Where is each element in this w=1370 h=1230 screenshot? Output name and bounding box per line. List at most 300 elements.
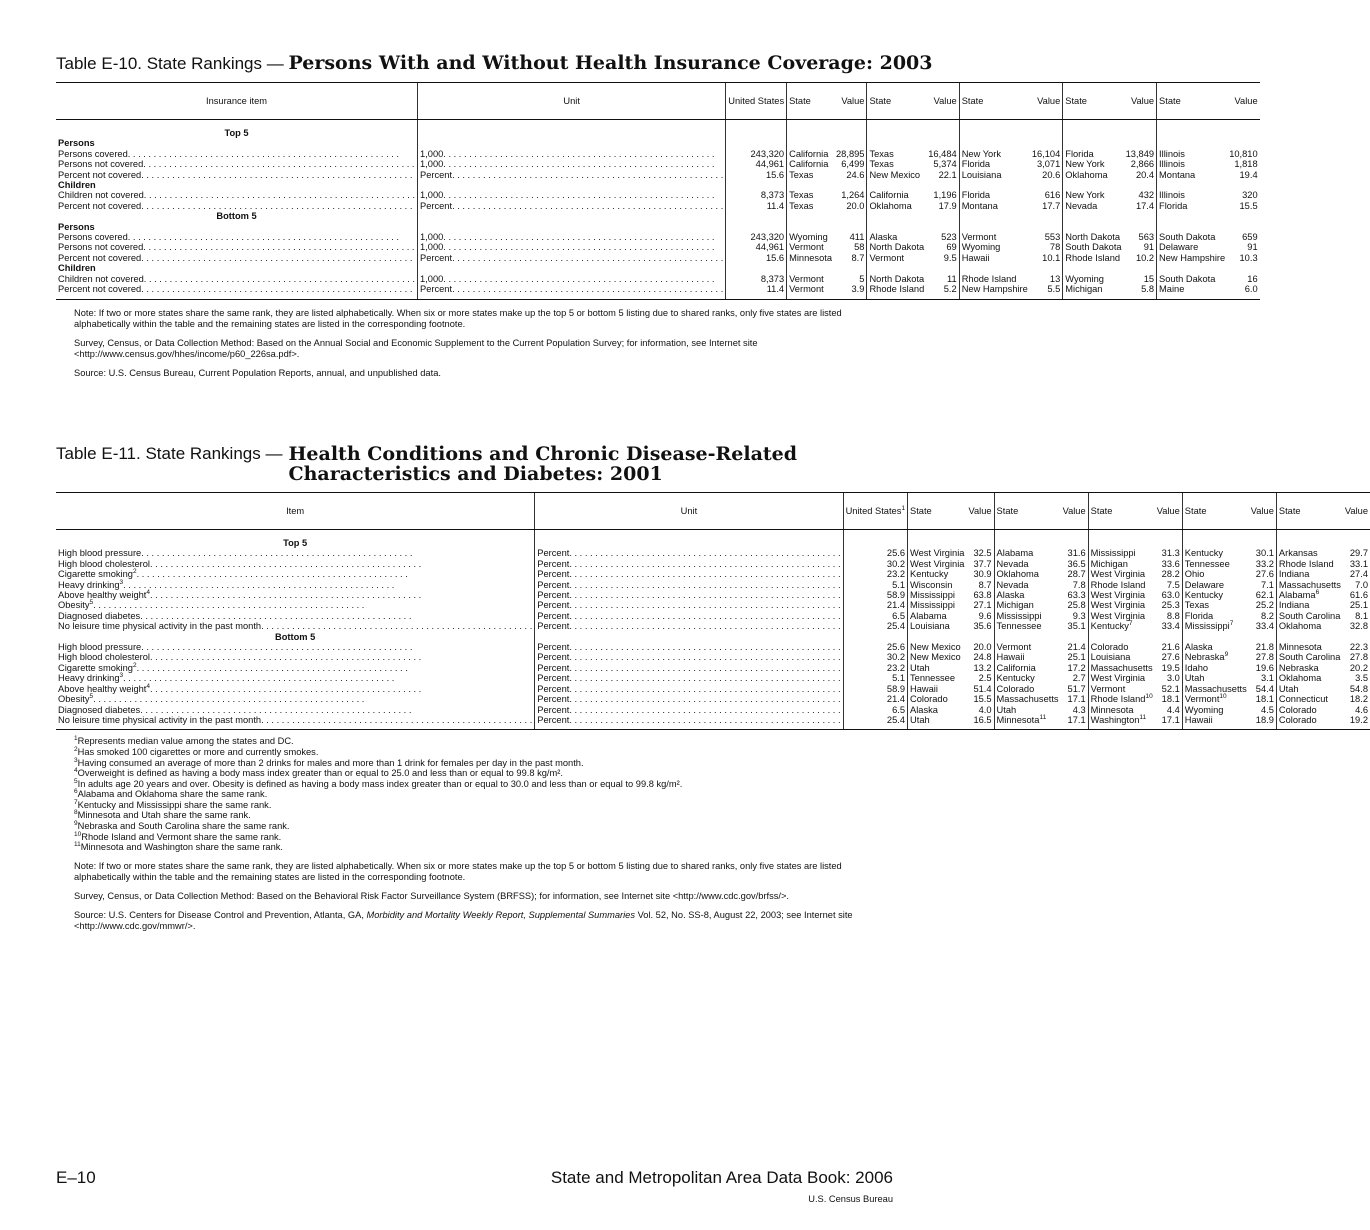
state-name [1157,159,1228,169]
state-name [908,673,967,683]
item-text: Diagnosed diabetes [58,704,141,715]
table-row [56,663,1370,673]
unit-leader [420,190,723,200]
unit-text: Percent [537,714,570,725]
state-name [1182,642,1249,652]
state-text: New Mexico [869,169,921,180]
unit-cell [418,149,726,159]
state-name [1157,149,1228,159]
empty-cell [787,180,834,190]
empty-cell [843,530,907,539]
empty-cell [1227,211,1259,221]
state-name [994,559,1061,569]
state-text: Massachusetts [1184,683,1247,694]
state-text: Kentucky [910,569,949,580]
empty-cell [418,211,726,221]
empty-cell [834,263,867,273]
state-text: West Virginia [910,558,965,569]
item-leader [58,159,415,169]
state-value: 8.7 [978,579,992,590]
empty-cell [418,180,726,190]
empty-cell [1030,128,1063,138]
state-value: 7.8 [1072,579,1086,590]
state-text: Texas [869,148,894,159]
state-text: Nevada [996,579,1029,590]
empty-cell [867,138,926,148]
state-text: Oklahoma [869,200,912,211]
item-cell [56,170,418,180]
state-name [1276,705,1343,715]
state-value: 16,104 [1031,148,1061,159]
unit-cell [535,652,843,662]
section-row [56,138,1260,148]
state-name [787,170,834,180]
footnote-number: 8 [74,809,78,817]
item-text: No leisure time physical activity in the past month [58,621,262,632]
leader-dots [123,673,532,683]
state-text: Tennessee [910,673,955,684]
state-text: Michigan [1090,558,1128,569]
state-name [1063,190,1124,200]
unit-cell [535,684,843,694]
empty-cell [418,128,726,138]
state-text: New York [1065,190,1105,201]
footnote-number: 4 [74,767,78,774]
state-value: 5.5 [1030,284,1063,299]
state-value: 35.6 [973,621,992,632]
state-name [867,149,926,159]
empty-cell [787,128,834,138]
unit-leader [420,149,723,159]
unit-leader [537,694,840,704]
empty-cell [1030,120,1063,129]
state-value: 27.8 [1349,652,1368,663]
state-text: Montana [961,200,998,211]
empty-cell [418,120,726,129]
state-name [994,548,1061,558]
empty-cell [959,222,1030,232]
item-cell [56,580,535,590]
state-name [1063,159,1124,169]
state-name [1276,590,1343,600]
item-leader [58,642,532,652]
state-text: Alaska [996,590,1025,601]
state-value: 18.1 [1255,694,1274,705]
state-value: 63.3 [1067,590,1086,601]
state-text: Utah [996,704,1017,715]
empty-cell [1227,120,1259,129]
state-value: 17.1 [1155,715,1183,730]
empty-cell [1249,632,1277,642]
state-text: Florida [961,159,991,170]
state-text: Vermont [789,242,824,253]
state-text: Illinois [1159,159,1185,170]
unit-cell [535,705,843,715]
unit-text: Percent [537,673,570,684]
state-name [908,569,967,579]
state-name [994,715,1061,730]
state-value: 31.6 [1067,548,1086,559]
empty-cell [926,120,959,129]
unit-cell [535,611,843,621]
state-name [908,642,967,652]
table-row [56,232,1260,242]
unit-leader [420,253,723,263]
unit-cell [535,694,843,704]
footnote [74,789,893,800]
state-value: 22.1 [938,169,957,180]
unit-cell [418,242,726,252]
state-value: 17.7 [1042,200,1061,211]
item-text: Cigarette smoking [58,662,133,673]
leader-dots [452,253,723,263]
section-row [56,211,1260,221]
state-value: 19.5 [1161,662,1180,673]
state-name [1157,274,1228,284]
us-value: 11.4 [726,284,787,299]
state-value: 2.7 [1072,673,1086,684]
unit-leader [420,159,723,169]
state-value: 7.5 [1166,579,1180,590]
state-text: Tennessee [996,621,1042,632]
empty-cell [1063,128,1124,138]
unit-text: Percent [537,694,570,705]
empty-cell [1030,263,1063,273]
item-cell [56,253,418,263]
item-label [58,548,141,558]
state-text: New Hampshire [961,284,1028,295]
state-name [908,694,967,704]
state-text: Washington [1090,714,1140,725]
empty-cell [1030,180,1063,190]
leader-dots [141,170,415,180]
state-value: 8.7 [851,252,865,263]
empty-cell [959,180,1030,190]
empty-cell [834,120,867,129]
item-text: High blood cholesterol [58,652,150,663]
item-text: Percent not covered [58,284,142,295]
table-row [56,284,1260,299]
state-text: Oklahoma [1278,673,1322,684]
empty-cell [926,263,959,273]
section-row [56,128,1260,138]
leader-dots [452,201,723,211]
empty-cell [787,222,834,232]
item-label [58,590,150,600]
empty-cell [1088,632,1155,642]
state-value: 320 [1242,190,1258,201]
state-text: North Dakota [1065,232,1121,243]
state-value: 52.1 [1161,683,1180,694]
state-name [1157,190,1228,200]
table-row [56,159,1260,169]
unit-cell [535,600,843,610]
state-value: 3,071 [1037,159,1061,170]
empty-cell [1155,530,1183,539]
item-leader [58,580,532,590]
state-name [1182,652,1249,662]
table-e11-header: Item Unit United States$^1$ State Value State Value State Value State Value State Value [56,493,1370,530]
state-value: 25.1 [1349,600,1368,611]
state-name [1088,694,1155,704]
footnote [74,821,893,832]
state-name [787,159,834,169]
table-row [56,705,1370,715]
leader-dots [141,284,415,294]
state-name [1276,580,1343,590]
unit-cell [418,190,726,200]
state-text: Indiana [1278,600,1310,611]
empty-cell [834,211,867,221]
unit-leader [420,242,723,252]
state-name [1157,232,1228,242]
state-value: 27.6 [1255,569,1274,580]
state-name [867,170,926,180]
item-label [58,190,144,200]
state-text: California [789,148,829,159]
empty-cell [959,138,1030,148]
unit-leader [420,232,723,242]
state-text: Mississippi [1184,621,1230,632]
table-e11-source: Source: U.S. Centers for Disease Control and Prevention, Atlanta, GA, Morbidity and Mortality Weekly Report, Supplemental Summaries Vol. 52, No. SS-8, August 22, 2003; see Internet site <http://www.cdc.gov/mmwr/>. [74,909,853,931]
state-text: Louisiana [1090,652,1131,663]
state-text: Texas [789,200,814,211]
footnote-text: Kentucky and Mississippi share the same rank. [77,799,272,810]
footnote-number: 1 [74,735,78,743]
table-row [56,559,1370,569]
item-leader [58,559,532,569]
empty-cell [1227,263,1259,273]
state-text: West Virginia [1090,673,1146,684]
state-name [908,580,967,590]
us-value: 11.4 [726,201,787,211]
item-label [58,274,144,284]
state-text: Wisconsin [910,579,953,590]
leader-dots [128,149,415,159]
empty-cell [1124,180,1157,190]
leader-dots [569,590,840,600]
state-name [994,705,1061,715]
state-name [959,190,1030,200]
unit-leader [537,611,840,621]
section-label: Children [58,263,96,274]
leader-dots [150,590,532,600]
state-name [1182,673,1249,683]
leader-dots [143,242,415,252]
state-value: 33.6 [1161,558,1180,569]
state-value: 78 [1049,242,1061,253]
state-value: 20.6 [1042,169,1061,180]
item-label [58,600,93,610]
state-text: North Dakota [869,273,925,284]
leader-dots [123,580,532,590]
state-name [994,684,1061,694]
state-text: Kentucky [1090,621,1129,632]
unit-leader [537,559,840,569]
state-value: 17.9 [938,200,957,211]
item-label [58,159,143,169]
empty-cell [1061,632,1089,642]
state-name [994,611,1061,621]
state-name [1088,611,1155,621]
state-value: 25.2 [1255,600,1274,611]
state-name [1063,253,1124,263]
item-cell [56,548,535,558]
leader-dots [569,600,840,610]
table-e10-notes: Note: If two or more states share the same rank, they are listed alphabetically. When six or more states make up the top 5 or bottom 5 listing due to shared ranks, only five states are listed alphabetically within the table and the remaining states are listed in the corresponding footnote. Survey, Census, or Data Collection Method: Based on the Annual Social and Economic Supplement to the Current Population Survey; for information, see Internet site <http://www.census.gov/hhes/income/p60_226sa.pdf>. Source: U.S. Census Bureau, Current Population Reports, annual, and unpublished data. [74,307,842,378]
leader-dots [140,705,532,715]
item-cell [56,684,535,694]
state-text: Minnesota [789,252,833,263]
footnote-number: 11 [74,841,81,849]
state-text: Vermont [789,273,824,284]
state-name [994,642,1061,652]
state-text: Mississippi [910,590,955,601]
section-row [56,222,1260,232]
us-value: 6.5 [843,611,907,621]
state-name [1182,684,1249,694]
table-row [56,642,1370,652]
us-header: United States$^1$ [843,493,907,530]
empty-cell [1249,538,1277,548]
state-name [994,569,1061,579]
state-value: 659 [1242,232,1258,243]
empty-cell [966,632,994,642]
empty-cell [926,180,959,190]
state-name [1063,242,1124,252]
us-value: 5.1 [843,580,907,590]
item-cell [56,569,535,579]
state-name [1182,590,1249,600]
section-label: Top 5 [283,538,308,548]
footnote-ref: 9 [1224,651,1229,659]
footnote-text: Having consumed an average of more than 2 drinks for males and more than 1 drink for females per day in the past month. [77,757,584,768]
state-value: 13 [1049,273,1061,284]
state-value: 31.3 [1161,548,1180,559]
empty-cell [834,180,867,190]
state-text: Tennessee [1184,558,1230,569]
item-label [58,170,141,180]
state-value: 5.2 [926,284,959,299]
state-value: 3.9 [834,284,867,299]
leader-dots [569,684,840,694]
item-cell [56,642,535,652]
footnote-ref: 7 [1229,620,1234,628]
state-value: 28.7 [1067,569,1086,580]
unit-leader [537,621,840,631]
state-name [1276,694,1343,704]
table-row [56,274,1260,284]
state-text: Rhode Island [961,273,1017,284]
state-text: Oklahoma [1278,621,1322,632]
state-value: 33.4 [1255,621,1274,632]
state-value: 9.3 [1072,610,1086,621]
item-text: Heavy drinking [58,579,120,590]
footnote-ref: 10 [1145,693,1153,700]
unit-cell [418,284,726,299]
state-text: Rhode Island [1090,579,1146,590]
state-value: 51.7 [1067,683,1086,694]
item-label [58,201,141,211]
state-text: Minnesota [996,714,1040,725]
state-value: 5 [859,273,865,284]
state-text: Nebraska [1184,652,1225,663]
unit-cell [535,590,843,600]
empty-cell [1157,263,1228,273]
state-value: 16,484 [928,148,957,159]
empty-cell [926,211,959,221]
item-cell [56,284,418,299]
state-text: Texas [789,169,814,180]
item-leader [58,600,532,610]
empty-cell [56,120,418,129]
state-name [787,201,834,211]
state-value: 32.8 [1349,621,1368,632]
empty-cell [908,632,967,642]
state-name [908,652,967,662]
item-text: Percent not covered [58,200,142,211]
footnote [74,832,893,843]
state-text: Nebraska [1278,662,1319,673]
leader-dots [261,621,532,631]
leader-dots [569,569,840,579]
state-value: 8.8 [1166,610,1180,621]
footnote-number: 6 [74,788,78,796]
state-value: 25.1 [1067,652,1086,663]
item-cell [56,663,535,673]
state-value: 616 [1044,190,1061,201]
footnote-ref: 4 [146,682,151,690]
state-text: New Hampshire [1159,252,1226,263]
state-value: 91 [1247,242,1258,253]
state-value: 17.1 [1061,715,1089,730]
item-leader [58,715,532,725]
unit-leader [420,170,723,180]
empty-cell [1124,222,1157,232]
leader-dots [143,159,415,169]
table-row [56,548,1370,558]
spacer-row [56,530,1370,539]
table-row [56,170,1260,180]
state-value: 24.6 [846,169,865,180]
state-value: 25.3 [1161,600,1180,611]
state-value: 4.3 [1072,704,1086,715]
state-text: New York [961,148,1001,159]
item-leader [58,673,532,683]
state-name [787,242,834,252]
state-name [787,190,834,200]
state-value: 27.6 [1161,652,1180,663]
leader-dots [443,159,723,169]
empty-cell [1063,180,1124,190]
state-name [1157,242,1228,252]
state-text: New Mexico [910,652,961,663]
state-text: Utah [910,662,930,673]
state-value: 32.5 [973,548,992,559]
state-text: Michigan [1065,284,1103,295]
state-text: Mississippi [996,610,1042,621]
unit-cell [535,642,843,652]
state-name [1276,600,1343,610]
state-value: 29.7 [1349,548,1368,559]
state-value: 15.5 [973,694,992,705]
leader-dots [569,705,840,715]
table-e10-title: Table E-10. State Rankings — Persons With and Without Health Insurance Coverage: 2003 [56,52,933,74]
state-value: 432 [1138,190,1155,201]
state-text: Vermont [996,642,1032,653]
unit-leader [420,201,723,211]
us-value: 44,961 [726,242,787,252]
